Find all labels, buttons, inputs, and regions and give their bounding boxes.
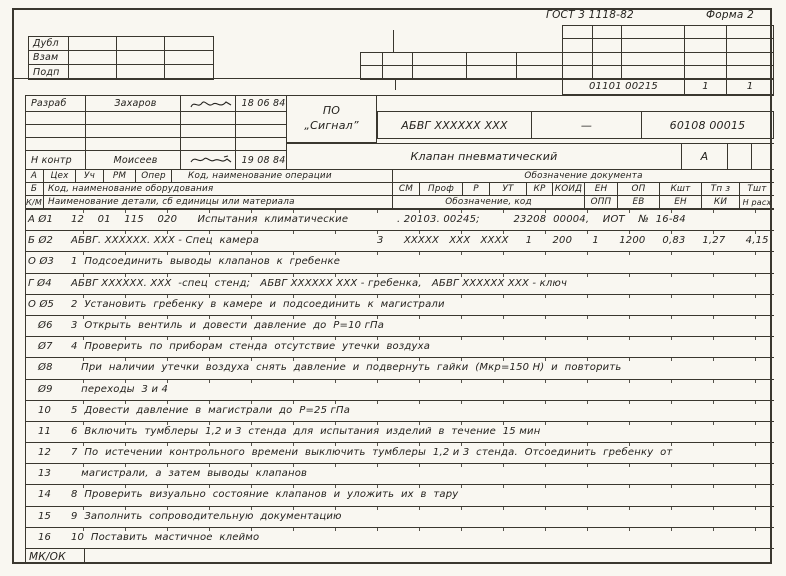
row-text: магистрали, а затем выводы клапанов — [71, 468, 308, 480]
table-row — [25, 379, 774, 400]
empty-cell — [181, 125, 236, 137]
grid-cell — [622, 66, 685, 79]
sheet-number-cell: 1 — [685, 79, 727, 94]
row-label: 10 — [38, 404, 52, 416]
grid-cell — [685, 39, 727, 52]
col-ki: КИ — [702, 196, 740, 208]
stamp-cell — [165, 37, 214, 51]
registration-tick-top — [393, 30, 394, 52]
litera-cell: А — [682, 144, 728, 169]
row-label: Ø8 — [38, 362, 53, 374]
table-row — [25, 294, 774, 315]
empty-cell — [728, 144, 752, 169]
row-text: 6 Включить тумблеры 1,2 и 3 стенда для испытания изделий в течение 15 мин — [71, 425, 541, 437]
empty-cell — [236, 112, 286, 124]
header-row-b — [25, 183, 774, 196]
stamp-cell — [117, 37, 165, 51]
forma-label: Форма 2 — [706, 9, 754, 21]
sheets-total-cell: 1 — [746, 81, 754, 92]
row-label: Г Ø4 — [28, 277, 52, 289]
stamp-cell — [69, 65, 117, 79]
row-label: 16 — [38, 531, 52, 543]
signature-table — [25, 95, 287, 170]
stamp-cell — [69, 51, 117, 65]
row-text: АБВГ XXXXXX. XXX -спец стенд; АБВГ XXXXXX XXX - гребенка, АБВГ XXXXXX XXX - ключ — [71, 277, 568, 289]
empty-cell — [86, 138, 181, 150]
col-r: Р — [463, 183, 490, 195]
part-name-row — [287, 143, 774, 170]
table-row — [25, 273, 774, 294]
table-row — [25, 484, 774, 505]
grid-cell — [563, 39, 593, 52]
col-opp: ОПП — [585, 196, 618, 208]
col-ev: ЕВ — [618, 196, 660, 208]
row-km-label: К/М — [25, 196, 44, 208]
designation-cell: АБВГ XXXXXX XXX — [378, 112, 532, 138]
row-text: переходы 3 и 4 — [71, 383, 169, 395]
grid-cell — [685, 26, 727, 39]
mk-ok-label: МК/ОК — [25, 549, 85, 564]
empty-cell — [86, 112, 181, 124]
registration-tick-bottom — [395, 78, 396, 90]
grid-cell — [563, 26, 593, 39]
gost-standard-label: ГОСТ 3 1118-82 — [546, 9, 634, 21]
org-line1: ПО — [322, 103, 341, 117]
col-kr: КР — [527, 183, 553, 195]
col-tsht: Тшт — [747, 184, 767, 194]
row-right-text: . 20103. 00245; 23208 00004, ИОТ № 16-84 — [397, 214, 686, 225]
grid-cell — [593, 53, 622, 66]
row-label: О Ø3 — [28, 256, 55, 268]
top-right-grid — [562, 25, 774, 80]
col-en2: ЕН — [660, 196, 702, 208]
stamp-cell — [165, 51, 214, 65]
empty-cell — [752, 144, 772, 169]
organization-cell — [287, 95, 377, 143]
grid-cell — [727, 53, 774, 66]
row-label: 11 — [38, 425, 52, 437]
grid-cell — [563, 53, 593, 66]
row-text: 5 Довести давление в магистрали до Р=25 гПа — [71, 404, 351, 416]
empty-cell — [26, 125, 86, 137]
operation-table-header — [25, 170, 774, 209]
row-text: 3 Открыть вентиль и довести давление до Р=10 гПа — [71, 319, 385, 331]
grid-cell — [622, 39, 685, 52]
row-label: А Ø1 — [28, 214, 54, 225]
grid-cell — [413, 53, 467, 66]
nkontr-label: Н контр — [26, 151, 86, 169]
col-sm: СМ — [393, 183, 420, 195]
row-label: 13 — [38, 468, 52, 480]
mk-ok-row — [25, 548, 774, 564]
header-row-a — [25, 170, 774, 183]
grid-cell — [593, 39, 622, 52]
stamp-label-dubl: Дубл — [29, 37, 69, 51]
row-text: 10 Поставить мастичное клеймо — [71, 531, 260, 543]
grid-cell — [685, 53, 727, 66]
empty-cell — [181, 138, 236, 150]
header-row-km — [25, 196, 774, 209]
a-title: Код, наименование операции — [172, 170, 393, 182]
document-code-row — [562, 78, 774, 95]
empty-cell — [236, 125, 286, 137]
row-right-text: 3 XXXXX XXX XXXX 1 200 1 1200 0,83 1,27 4,15 — [377, 235, 769, 247]
designation-row — [377, 111, 774, 139]
grid-cell — [622, 26, 685, 39]
grid-cell — [622, 53, 685, 66]
duplicate-stamp-table — [28, 36, 214, 80]
table-row — [25, 336, 774, 357]
col-prof: Проф — [420, 183, 463, 195]
row-a-label: А — [25, 170, 44, 182]
row-b-label: Б — [25, 183, 44, 195]
table-row — [25, 400, 774, 421]
grid-cell — [593, 66, 622, 79]
col-uch: Уч — [76, 170, 104, 182]
doc-code-cell: 01101 00215 — [563, 79, 685, 94]
row-label: Ø7 — [38, 341, 53, 353]
right-code-cell: 60108 00015 — [669, 118, 746, 132]
grid-cell — [727, 26, 774, 39]
col-en: ЕН — [585, 183, 618, 195]
stamp-cell — [117, 65, 165, 79]
grid-cell — [467, 53, 517, 66]
row-label: Ø6 — [38, 319, 53, 331]
empty-cell — [26, 138, 86, 150]
table-row — [25, 251, 774, 272]
km-right-title: Обозначение, код — [393, 196, 585, 208]
grid-cell — [383, 53, 413, 66]
col-ksht: Кшт — [660, 183, 702, 195]
razrab-signature — [181, 96, 236, 111]
empty-cell — [236, 138, 286, 150]
table-row — [25, 421, 774, 442]
grid-cell — [593, 26, 622, 39]
col-rm: РМ — [104, 170, 136, 182]
stamp-cell — [165, 65, 214, 79]
stamp-label-podp: Подп — [29, 65, 69, 79]
row-label: 14 — [38, 489, 52, 501]
table-row — [25, 357, 774, 378]
grid-cell — [361, 53, 383, 66]
grid-cell — [727, 39, 774, 52]
stamp-cell — [69, 37, 117, 51]
stamp-cell — [117, 51, 165, 65]
grid-cell — [727, 66, 774, 79]
row-text: 9 Заполнить сопроводительную документацию — [71, 510, 342, 522]
table-row — [25, 209, 774, 230]
row-text: АБВГ. XXXXXX. XXX - Спец камера — [71, 235, 260, 247]
org-line2: „Сигнал” — [304, 118, 359, 132]
empty-cell — [86, 125, 181, 137]
razrab-name: Захаров — [86, 96, 181, 111]
table-row — [25, 527, 774, 548]
razrab-date: 18 06 84 — [241, 98, 286, 109]
grid-cell — [563, 66, 593, 79]
part-name-cell: Клапан пневматический — [287, 144, 682, 169]
row-label: Ø9 — [38, 383, 53, 395]
row-text: 1 Подсоединить выводы клапанов к гребенке — [71, 256, 341, 268]
row-text: 12 01 115 020 Испытания климатические — [71, 214, 349, 225]
row-text: 8 Проверить визуально состояние клапанов и уложить их в тару — [71, 489, 459, 501]
table-row — [25, 506, 774, 527]
row-text: 4 Проверить по приборам стенда отсутствие утечки воздуха — [71, 341, 431, 353]
col-op: ОП — [618, 183, 660, 195]
operation-rows — [25, 209, 774, 548]
table-row — [25, 315, 774, 336]
col-tpz: Тп з — [702, 183, 740, 195]
col-ut: УТ — [490, 183, 527, 195]
row-label: О Ø5 — [28, 298, 55, 310]
grid-cell — [517, 53, 562, 66]
stamp-label-vzam: Взам — [29, 51, 69, 65]
col-koid: КОИД — [553, 183, 585, 195]
empty-cell — [26, 112, 86, 124]
col-nrash: Н расх — [742, 197, 772, 207]
middle-grid — [360, 52, 563, 80]
table-row — [25, 230, 774, 251]
table-row — [25, 442, 774, 463]
razrab-label: Разраб — [26, 96, 86, 111]
row-text: 7 По истечении контрольного времени выключить тумблеры 1,2 и 3 стенда. Отсоединить гребенку от — [71, 447, 673, 459]
row-label: 12 — [38, 447, 52, 459]
signature-scribble — [189, 154, 233, 166]
dash-cell: — — [532, 112, 642, 138]
row-label: 15 — [38, 510, 52, 522]
a-right-title: Обозначение документа — [524, 171, 643, 181]
row-text: При наличии утечки воздуха снять давление и подвернуть гайки (Мкр=150 Н) и повторить — [71, 362, 622, 374]
nkontr-signature — [181, 151, 236, 169]
row-label: Б Ø2 — [28, 235, 54, 247]
table-row — [25, 463, 774, 484]
row-text: 2 Установить гребенку в камере и подсоединить к магистрали — [71, 298, 445, 310]
signature-scribble — [189, 98, 233, 110]
empty-cell — [181, 112, 236, 124]
grid-cell — [685, 66, 727, 79]
nkontr-name: Моисеев — [86, 151, 181, 169]
col-oper: Опер — [136, 170, 172, 182]
col-ceh: Цех — [44, 170, 76, 182]
b-title: Код, наименование оборудования — [44, 183, 393, 195]
km-title: Наименование детали, сб единицы или материала — [44, 196, 393, 208]
nkontr-date: 19 08 84 — [241, 154, 286, 166]
